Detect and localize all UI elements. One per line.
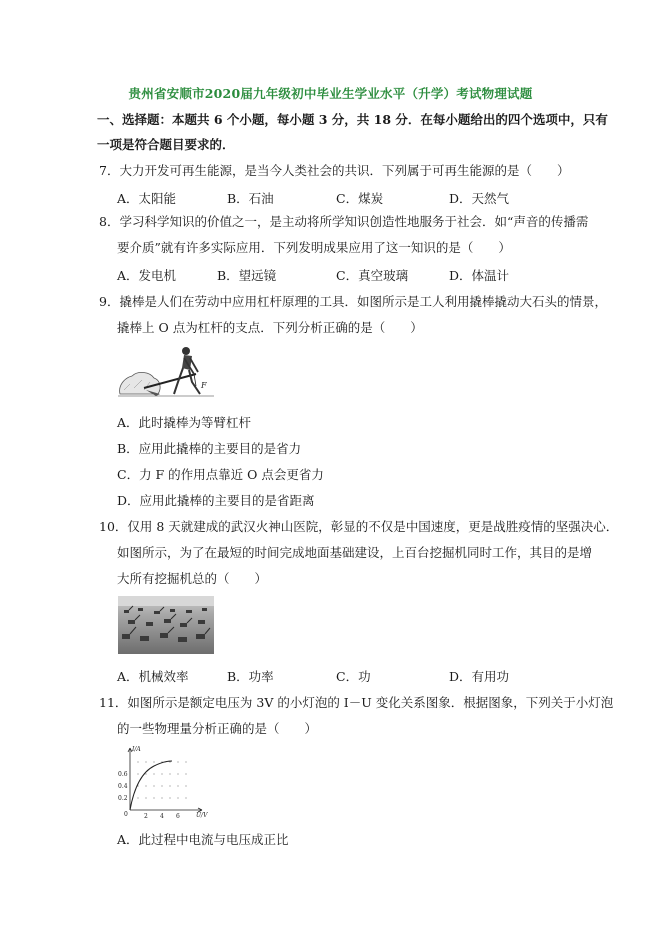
question-9-option-b: B．应用此撬棒的主要目的是省力 [117, 441, 302, 456]
question-11-stem-line-2: 的一些物理量分析正确的是（ ） [117, 721, 318, 736]
y-axis-label: I/A [132, 746, 141, 753]
section-heading-line-1: 一、选择题：本题共 6 个小题，每小题 3 分，共 18 分．在每小题给出的四个选项中，只有 [97, 112, 608, 127]
y-tick-label: 0.6 [118, 771, 128, 778]
question-10-option-d: D．有用功 [449, 669, 510, 684]
crowbar-figure [116, 342, 216, 400]
section-heading-line-2: 一项是符合题目要求的． [97, 137, 235, 152]
question-7-stem: 7．大力开发可再生能源，是当今人类社会的共识．下列属于可再生能源的是（ ） [99, 163, 570, 178]
question-10-option-a: A．机械效率 [117, 669, 189, 684]
force-label: F [201, 381, 207, 390]
question-10-stem-line-3: 大所有挖掘机总的（ ） [117, 571, 268, 586]
question-8-stem-line-1: 8．学习科学知识的价值之一，是主动将所学知识创造性地服务于社会．如“声音的传播需 [99, 214, 589, 229]
x-tick-label: 6 [176, 813, 180, 820]
y-tick-label: 0.2 [118, 795, 128, 802]
question-10-option-b: B．功率 [227, 669, 274, 684]
question-7-option-a: A．太阳能 [117, 191, 177, 206]
origin-label: 0 [124, 811, 128, 818]
question-11-stem-line-1: 11．如图所示是额定电压为 3V 的小灯泡的 I－U 变化关系图象．根据图象，下列关于小灯泡 [99, 695, 614, 710]
question-7-option-d: D．天然气 [449, 191, 510, 206]
question-7-option-b: B．石油 [227, 191, 274, 206]
x-tick-label: 4 [160, 813, 164, 820]
question-7-option-c: C．煤炭 [336, 191, 384, 206]
iu-graph [116, 744, 208, 820]
excavators-photo [118, 596, 214, 654]
y-tick-label: 0.4 [118, 783, 128, 790]
question-8-option-a: A．发电机 [117, 268, 177, 283]
question-10-stem-line-2: 如图所示，为了在最短的时间完成地面基础建设，上百台挖掘机同时工作，其目的是增 [117, 545, 593, 560]
question-10-stem-line-1: 10．仅用 8 天就建成的武汉火神山医院，彰显的不仅是中国速度，更是战胜疫情的坚强决心． [99, 519, 619, 534]
exam-title: 贵州省安顺市2020届九年级初中毕业生学业水平（升学）考试物理试题 [128, 86, 533, 101]
question-9-stem-line-2: 撬棒上 O 点为杠杆的支点．下列分析正确的是（ ） [117, 320, 423, 335]
iu-curve [130, 761, 172, 810]
x-tick-label: 2 [144, 813, 148, 820]
question-9-option-c: C．力 F 的作用点靠近 O 点会更省力 [117, 467, 324, 482]
x-axis-label: U/V [196, 812, 208, 819]
question-10-option-c: C．功 [336, 669, 371, 684]
question-8-option-c: C．真空玻璃 [336, 268, 409, 283]
question-9-option-d: D．应用此撬棒的主要目的是省距离 [117, 493, 315, 508]
question-9-option-a: A．此时撬棒为等臂杠杆 [117, 415, 252, 430]
question-9-stem-line-1: 9．撬棒是人们在劳动中应用杠杆原理的工具．如图所示是工人利用撬棒撬动大石头的情景， [99, 294, 607, 309]
question-8-option-b: B．望远镜 [217, 268, 277, 283]
question-11-option-a: A．此过程中电流与电压成正比 [117, 832, 289, 847]
question-8-stem-line-2: 要介质”就有许多实际应用．下列发明成果应用了这一知识的是（ ） [117, 240, 511, 255]
question-8-option-d: D．体温计 [449, 268, 510, 283]
